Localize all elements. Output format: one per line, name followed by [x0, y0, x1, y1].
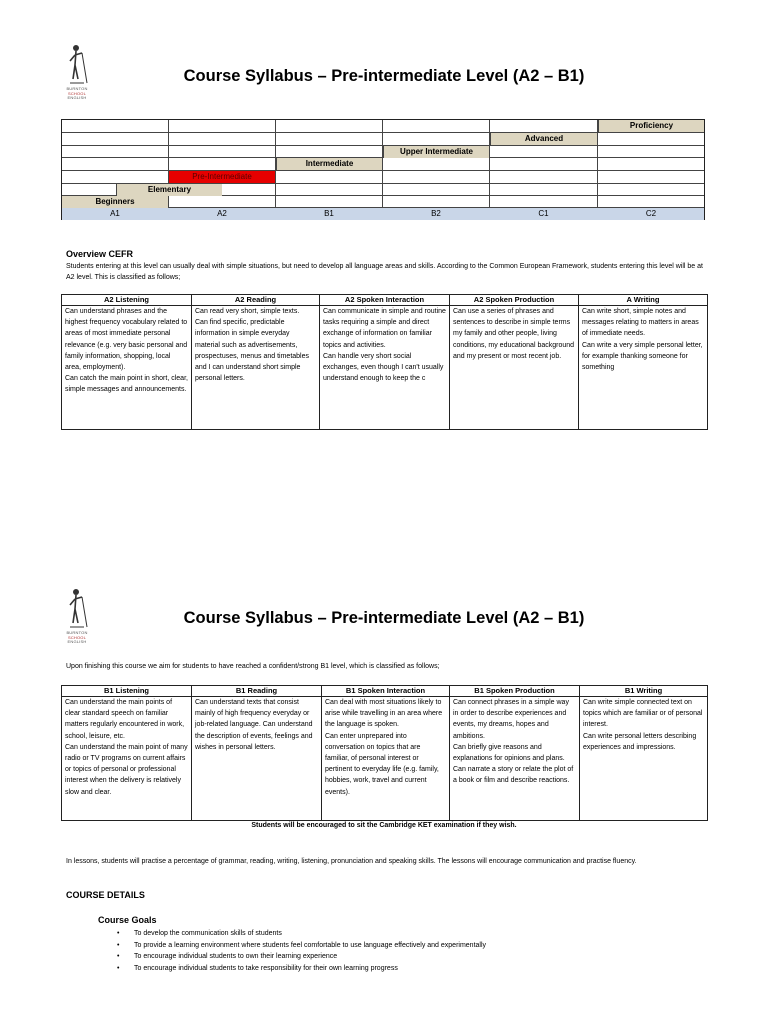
band-proficiency: Proficiency [598, 120, 704, 132]
ket-exam-note: Students will be encouraged to sit the Cambridge KET examination if they wish. [251, 822, 517, 829]
band-pre-intermediate: Pre-Intermediate [169, 171, 275, 183]
logo-text-line1: BURNTON [66, 86, 88, 91]
band-advanced: Advanced [490, 133, 597, 145]
band-intermediate: Intermediate [276, 158, 382, 170]
logo-text-line3: ENGLISH [67, 95, 87, 100]
level-b1: B1 [324, 209, 334, 218]
course-goals-list [117, 928, 486, 974]
overview-text: Students entering at this level can usually deal with simple situations, but need to develop all language areas and skills. According to the Common European Framework, students entering this level will be at A2 level. This is classified as follows; [66, 263, 703, 281]
bullet: • [117, 964, 120, 972]
level-c2: C2 [645, 209, 657, 218]
table-header: B1 Spoken Interaction [322, 686, 450, 697]
table-cell: Can use a series of phrases and sentences to describe in simple terms my family and other people, living conditions, my educational background and my present or most recent job. [450, 306, 579, 430]
page-title: Course Syllabus – Pre-intermediate Level (A2 – B1) [183, 67, 585, 85]
level-c1: C1 [538, 209, 549, 218]
table-header: A2 Listening [62, 295, 192, 306]
list-item [117, 940, 486, 952]
bullet: • [117, 953, 120, 960]
table-header: A2 Spoken Production [450, 295, 579, 306]
table-header: A Writing [579, 295, 708, 306]
bullet: • [117, 941, 120, 949]
table-header: A2 Reading [192, 295, 320, 306]
overview-heading: Overview CEFR [66, 249, 134, 259]
list-item [117, 928, 486, 940]
table-header: B1 Writing [580, 686, 708, 697]
table-header: B1 Listening [62, 686, 192, 697]
table-cell: Can communicate in simple and routine tasks requiring a simple and direct exchange of information on familiar topics and activities. Can handle very short social exchanges, even though I can't usually understand enough to keep the c [320, 306, 450, 430]
table-cell: Can read very short, simple texts. Can find specific, predictable information in simple everyday material such as advertisements, prospectuses, menus and timetables and I can understand short simple personal letters. [192, 306, 320, 430]
table-cell: Can understand texts that consist mainly of high frequency everyday or job-related language. Can understand the description of events, feelings and wishes in personal letters. [192, 697, 322, 821]
table-cell: Can understand phrases and the highest frequency vocabulary related to areas of most immediate personal relevance (e.g. very basic personal and family information, shopping, local area, employment). Can catch the main point in short, clear, simple messages and announcements. [62, 306, 192, 430]
page-title: Course Syllabus – Pre-intermediate Level (A2 – B1) [183, 609, 585, 627]
band-elementary: Elementary [116, 184, 222, 196]
logo-text-line3: ENGLISH [67, 639, 87, 644]
table-header: A2 Spoken Interaction [320, 295, 450, 306]
lessons-text: In lessons, students will practise a percentage of grammar, reading, writing, listening, pronunciation and speaking skills. The lessons will encourage communication and practise fluency. [66, 858, 637, 865]
table-cell: Can understand the main points of clear standard speech on familiar matters regularly encountered in work, school, leisure, etc. Can understand the main point of many radio or TV programs on current affairs or topics of personal or professional interest when the delivery is relatively slow and clear. [62, 697, 192, 821]
list-item [117, 951, 486, 963]
a2-skills-table [61, 294, 708, 430]
table-cell: Can connect phrases in a simple way in order to describe experiences and events, my dreams, hopes and ambitions. Can briefly give reasons and explanations for opinions and plans. Can narrate a story or relate the plot of a book or film and describe reactions. [450, 697, 580, 821]
goal-text: To encourage individual students to take responsibility for their own learning progress [134, 964, 398, 972]
logo-text-line2: SCHOOL [67, 634, 87, 640]
band-beginners: Beginners [62, 196, 168, 208]
level-a2: A2 [217, 209, 227, 218]
level-a1: A1 [110, 209, 120, 218]
b1-skills-table [61, 685, 708, 821]
table-cell: Can write short, simple notes and messages relating to matters in areas of immediate needs. Can write a very simple personal letter, for example thanking someone for something [579, 306, 708, 430]
table-cell: Can deal with most situations likely to arise while travelling in an area where the language is spoken. Can enter unprepared into conversation on topics that are familiar, of personal interest or pertinent to everyday life (e.g. family, hobbies, work, travel and current events). [322, 697, 450, 821]
goal-text: To encourage individual students to own their learning experience [134, 953, 338, 960]
goal-text: To provide a learning environment where students feel comfortable to use language effectively and experimentally [134, 941, 487, 949]
level-b2: B2 [431, 209, 441, 218]
table-header: B1 Spoken Production [450, 686, 580, 697]
table-header: B1 Reading [192, 686, 322, 697]
table-cell: Can write simple connected text on topics which are familiar or of personal interest. Can write personal letters describing experiences and impressions. [580, 697, 708, 821]
cefr-level-ladder [61, 119, 705, 220]
logo-text-line2: SCHOOL [67, 90, 87, 96]
logo-text-line1: BURNTON [66, 630, 88, 635]
list-item [117, 963, 486, 975]
course-details-heading: COURSE DETAILS [66, 890, 145, 900]
course-goals-heading: Course Goals [98, 915, 157, 925]
intro-text: Upon finishing this course we aim for students to have reached a confident/strong B1 level, which is classified as follows; [66, 663, 440, 670]
goal-text: To develop the communication skills of students [134, 930, 282, 937]
bullet: • [117, 930, 120, 937]
band-upper-intermediate: Upper Intermediate [383, 146, 489, 158]
